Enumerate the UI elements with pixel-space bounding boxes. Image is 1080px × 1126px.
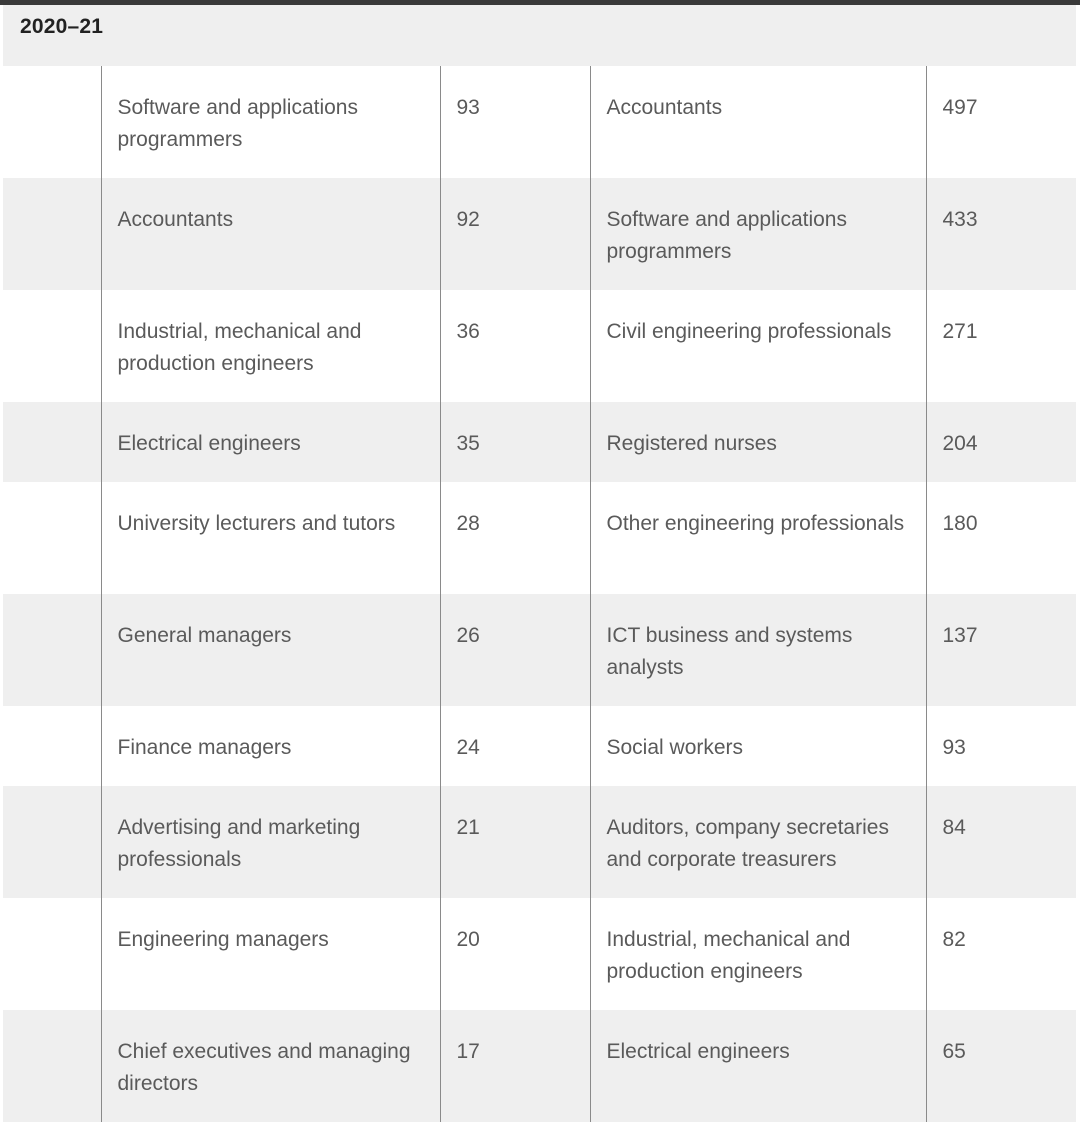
count-cell: 17	[440, 1010, 590, 1122]
occupation-cell: Software and applications programmers	[590, 178, 926, 290]
count-cell: 82	[926, 898, 1076, 1010]
occupation-cell: General managers	[101, 594, 440, 706]
count-cell: 36	[440, 290, 590, 402]
table-row	[3, 1010, 1076, 1122]
table-row	[3, 178, 1076, 290]
table-row	[3, 402, 1076, 482]
occupation-cell: ICT business and systems analysts	[590, 594, 926, 706]
count-cell: 20	[440, 898, 590, 1010]
occupation-cell: Registered nurses	[590, 402, 926, 482]
table-row	[3, 786, 1076, 898]
occupation-cell: Chief executives and managing directors	[101, 1010, 440, 1122]
table-row	[3, 482, 1076, 594]
occupation-cell: Accountants	[590, 66, 926, 178]
count-cell: 21	[440, 786, 590, 898]
occupation-cell: Advertising and marketing professionals	[101, 786, 440, 898]
occupation-cell: Engineering managers	[101, 898, 440, 1010]
occupation-cell: Industrial, mechanical and production engineers	[101, 290, 440, 402]
count-cell: 93	[926, 706, 1076, 786]
occupation-cell: Finance managers	[101, 706, 440, 786]
count-cell: 84	[926, 786, 1076, 898]
occupation-cell: Electrical engineers	[590, 1010, 926, 1122]
table-row	[3, 290, 1076, 402]
count-cell: 28	[440, 482, 590, 594]
occupation-cell: Electrical engineers	[101, 402, 440, 482]
occupations-table	[3, 66, 1076, 1122]
occupation-cell: University lecturers and tutors	[101, 482, 440, 594]
table-row	[3, 898, 1076, 1010]
count-cell: 137	[926, 594, 1076, 706]
row-spacer-cell	[3, 402, 101, 482]
count-cell: 92	[440, 178, 590, 290]
row-spacer-cell	[3, 178, 101, 290]
occupation-cell: Industrial, mechanical and production engineers	[590, 898, 926, 1010]
table-row	[3, 594, 1076, 706]
count-cell: 24	[440, 706, 590, 786]
count-cell: 35	[440, 402, 590, 482]
occupation-cell: Software and applications programmers	[101, 66, 440, 178]
row-spacer-cell	[3, 594, 101, 706]
count-cell: 497	[926, 66, 1076, 178]
row-spacer-cell	[3, 1010, 101, 1122]
count-cell: 271	[926, 290, 1076, 402]
count-cell: 180	[926, 482, 1076, 594]
table-row	[3, 66, 1076, 178]
occupation-cell: Auditors, company secretaries and corporate treasurers	[590, 786, 926, 898]
count-cell: 433	[926, 178, 1076, 290]
row-spacer-cell	[3, 706, 101, 786]
count-cell: 93	[440, 66, 590, 178]
row-spacer-cell	[3, 898, 101, 1010]
table-row	[3, 706, 1076, 786]
occupation-cell: Social workers	[590, 706, 926, 786]
row-spacer-cell	[3, 786, 101, 898]
row-spacer-cell	[3, 482, 101, 594]
year-section-header	[3, 5, 1076, 66]
count-cell: 26	[440, 594, 590, 706]
row-spacer-cell	[3, 66, 101, 178]
occupation-cell: Accountants	[101, 178, 440, 290]
count-cell: 65	[926, 1010, 1076, 1122]
occupation-cell: Civil engineering professionals	[590, 290, 926, 402]
year-heading: 2020–21	[20, 15, 104, 38]
occupation-cell: Other engineering professionals	[590, 482, 926, 594]
count-cell: 204	[926, 402, 1076, 482]
row-spacer-cell	[3, 290, 101, 402]
